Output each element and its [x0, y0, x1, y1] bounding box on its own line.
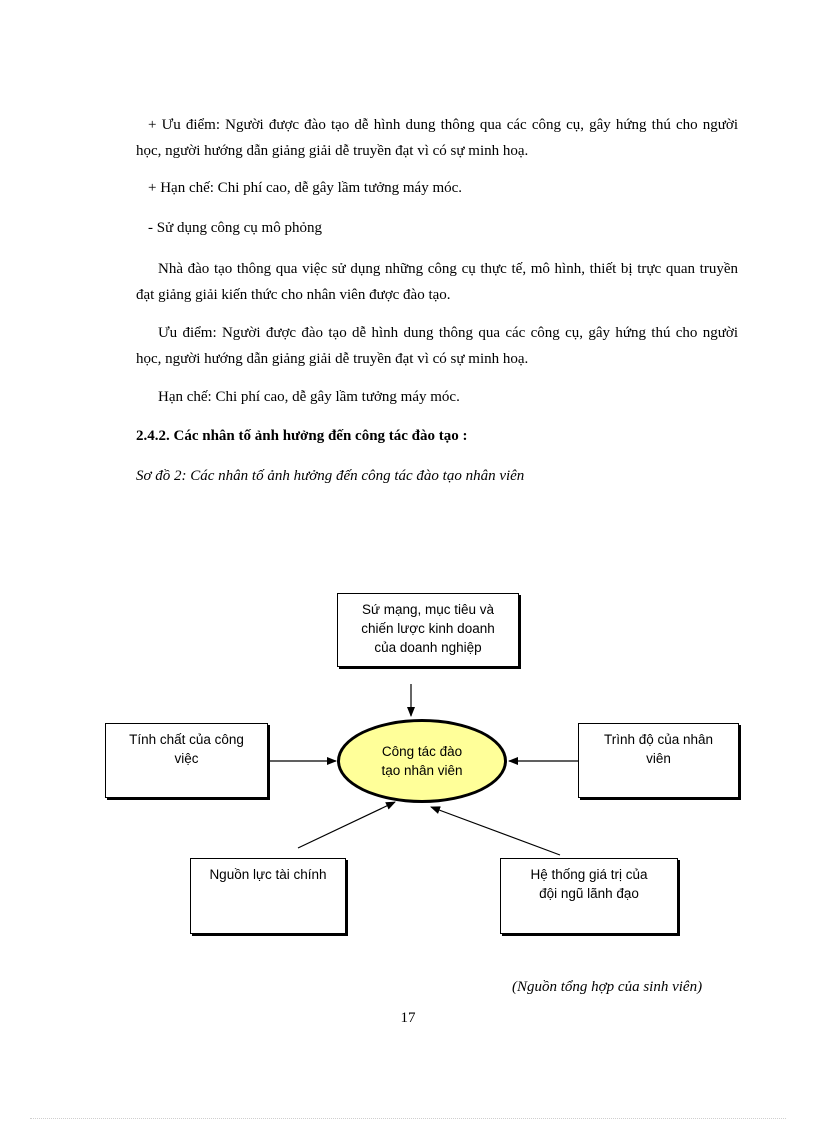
arrow-bottom-right-to-center — [431, 807, 560, 855]
paragraph-advantages-1: + Ưu điểm: Người được đào tạo dễ hình dung thông qua các công cụ, gây hứng thú cho người học, người hướng dẫn giảng giải dễ truyền đạt vì có sự minh hoạ. — [136, 117, 738, 159]
page-number: 17 — [400, 1010, 416, 1026]
diagram-caption: Sơ đồ 2: Các nhân tố ảnh hưởng đến công tác đào tạo nhân viên — [136, 468, 525, 484]
arrow-bottom-left-to-center — [298, 802, 395, 848]
paragraph-advantages-2: Ưu điểm: Người được đào tạo dễ hình dung thông qua các công cụ, gây hứng thú cho người học, người hướng dẫn giảng giải dễ truyền đạt vì có sự minh hoạ. — [136, 325, 738, 367]
page-bottom-divider — [30, 1118, 786, 1119]
section-heading: 2.4.2. Các nhân tố ảnh hưởng đến công tác đào tạo : — [136, 428, 468, 444]
paragraph-limitations-2: Hạn chế: Chi phí cao, dễ gây lầm tưởng máy móc. — [158, 389, 460, 405]
paragraph-simulation-tools: - Sử dụng công cụ mô phỏng — [148, 220, 322, 236]
center-training-node: Công tác đào tạo nhân viên — [337, 719, 507, 803]
factor-box-employee-level: Trình độ của nhân viên — [578, 723, 739, 798]
source-note: (Nguồn tổng hợp của sinh viên) — [512, 979, 703, 995]
paragraph-simulation-description: Nhà đào tạo thông qua việc sử dụng những công cụ thực tế, mô hình, thiết bị trực quan truyền đạt giảng giải kiến thức cho nhân viên được đào tạo. — [136, 261, 738, 303]
factor-box-job-nature: Tính chất của công việc — [105, 723, 268, 798]
factor-box-financial-resources: Nguồn lực tài chính — [190, 858, 346, 934]
factor-box-mission-strategy: Sứ mạng, mục tiêu và chiến lược kinh doanh của doanh nghiệp — [337, 593, 519, 667]
paragraph-limitations-1: + Hạn chế: Chi phí cao, dễ gây lầm tưởng máy móc. — [148, 180, 463, 196]
factor-box-leadership-values: Hệ thống giá trị của đội ngũ lãnh đạo — [500, 858, 678, 934]
